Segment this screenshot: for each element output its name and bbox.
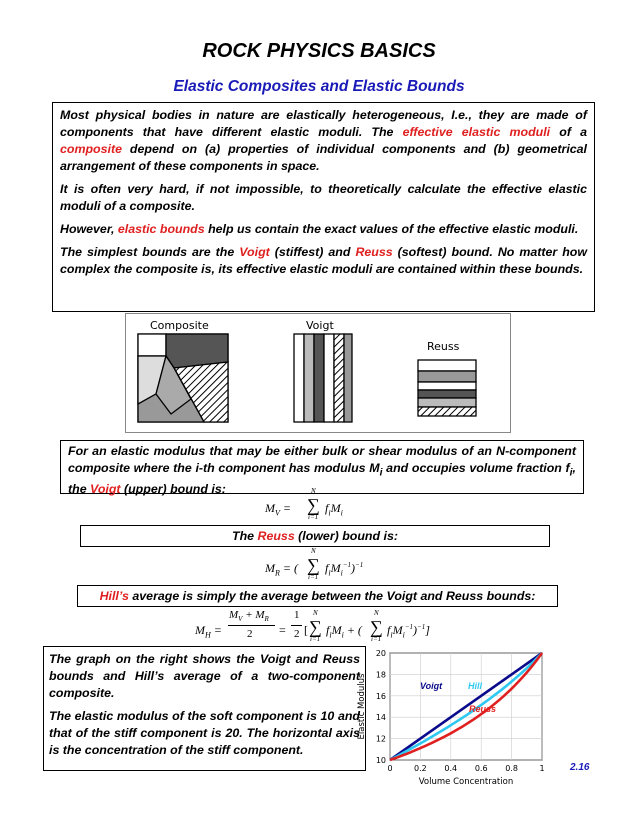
chart-legend-hill: Hill (468, 681, 483, 691)
graph-description-1: The graph on the right shows the Voigt and Reuss bounds and Hill’s average of a two-component composite. (49, 652, 360, 700)
page-title: ROCK PHYSICS BASICS (202, 40, 436, 62)
chart-xtick-label: 0.8 (505, 764, 518, 773)
reuss-line: The Reuss (lower) bound is: (80, 525, 550, 547)
intro-paragraph-1: Most physical bodies in nature are elastically heterogeneous, I.e., they are made of components that have different elastic moduli. The effective elastic moduli of a composite depend on (a) properties of individual components and (b) geometrical arrangement of these components in space. (60, 108, 587, 173)
composite-figure (125, 313, 511, 433)
reuss-label: Reuss (427, 340, 460, 353)
chart-ylabel: Elastic Modulus (357, 673, 367, 740)
chart-legend-voigt: Voigt (420, 681, 443, 691)
chart-xlabel: Volume Concentration (418, 777, 514, 787)
chart-xtick-label: 0.6 (474, 764, 488, 773)
hill-equation: $M_H$ = $M_V + M_R$ 2 = 1 2 [ ∑ N i=1 $f_iM_i$ + ( ∑ N i=1 $f_iM_i^{-1})^{-1}$] (195, 609, 430, 643)
voigt-equation: $M_V$ = ∑ N i=1 $f_iM_i$ (265, 487, 343, 521)
chart-ytick-label: 14 (375, 713, 386, 723)
bounds-chart (352, 645, 552, 790)
chart-ytick-label: 18 (375, 670, 386, 680)
chart-xtick-label: 0 (387, 764, 393, 773)
page-number: 2.16 (570, 762, 590, 773)
hill-line: Hill’s average is simply the average between the Voigt and Reuss bounds: (77, 585, 558, 607)
voigt-label: Voigt (306, 319, 334, 332)
chart-legend-reuss: Reuss (469, 704, 497, 714)
chart-ytick-label: 16 (375, 691, 386, 701)
reuss-layers (418, 360, 476, 416)
composite-diagrams (126, 314, 509, 431)
chart-xtick-label: 1 (539, 764, 545, 773)
reuss-equation: $M_R$ = ( ∑ N i=1 $f_iM_i^{-1})^{-1}$ (265, 547, 364, 581)
chart-xtick-label: 0.2 (414, 764, 427, 773)
chart-ytick-label: 20 (375, 649, 386, 658)
page-subtitle: Elastic Composites and Elastic Bounds (173, 78, 465, 95)
composite-square (138, 334, 228, 422)
chart-xtick-label: 0.4 (444, 764, 458, 773)
chart-ytick-label: 12 (375, 734, 386, 744)
chart-ytick-label: 10 (375, 756, 386, 765)
voigt-intro-box: For an elastic modulus that may be either bulk or shear modulus of an N-component composite where the i-th component has modulus $M_i$ and occupies volume fraction $f_i$, the Voigt (upper) bound is: (60, 440, 584, 494)
intro-box (52, 102, 595, 312)
voigt-layers (294, 334, 352, 422)
graph-description-box (43, 646, 366, 771)
intro-paragraph-4: The simplest bounds are the Voigt (stiffest) and Reuss (softest) bound. No matter how complex the composite is, its effective elastic moduli are contained within these bounds. (60, 245, 587, 276)
composite-label: Composite (150, 319, 209, 332)
intro-paragraph-3: However, elastic bounds help us contain the exact values of the effective elastic moduli. (60, 222, 579, 236)
intro-paragraph-2: It is often very hard, if not impossible, to theoretically calculate the effective elastic moduli of a composite. (60, 182, 587, 213)
graph-description-2: The elastic modulus of the soft component is 10 and that of the stiff component is 20. The horizontal axis is the concentration of the stiff component. (49, 709, 360, 757)
